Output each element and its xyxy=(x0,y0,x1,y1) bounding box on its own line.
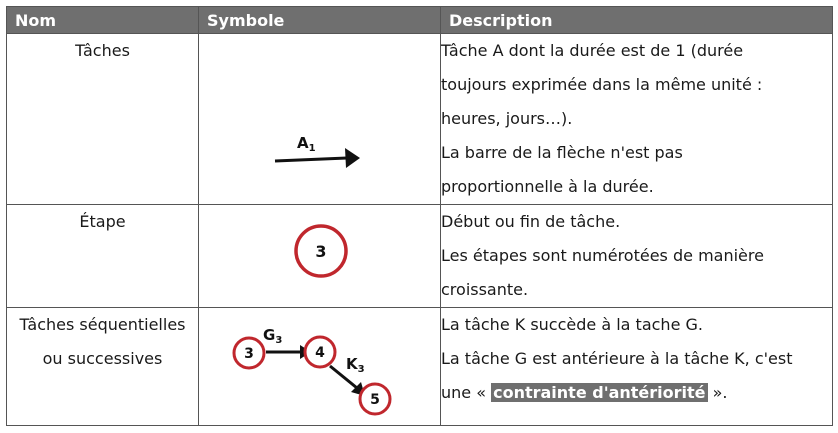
task-arrow-head xyxy=(345,148,360,168)
task-g-label: $G_3$ xyxy=(263,326,283,346)
desc-line-highlight xyxy=(441,376,832,410)
desc-line: croissante. xyxy=(441,280,529,299)
desc-line: La barre de la flèche n'est pas xyxy=(441,143,683,162)
row-taches-nom xyxy=(7,34,199,205)
row-taches-symbol xyxy=(199,34,441,205)
step-node-number: 3 xyxy=(315,242,327,261)
desc-line: Début ou fin de tâche. xyxy=(441,212,621,231)
desc-line: toujours exprimée dans la même unité : xyxy=(441,75,763,94)
row-taches-label: Tâches xyxy=(75,41,130,60)
row-etape xyxy=(7,205,833,308)
row-sequentielles-label-2: ou successives xyxy=(42,349,163,368)
sequence-diagram xyxy=(199,308,441,424)
desc-line: proportionnelle à la durée. xyxy=(441,177,654,196)
header-symbole: Symbole xyxy=(199,7,441,34)
node-5-number: 5 xyxy=(370,392,380,408)
row-sequentielles xyxy=(7,308,833,426)
task-k-label: $K_3$ xyxy=(346,355,365,375)
task-arrow-line xyxy=(275,158,347,161)
desc-prefix: une « xyxy=(441,383,492,402)
desc-line: Tâche A dont la durée est de 1 (durée xyxy=(441,41,744,60)
header-row xyxy=(7,7,833,34)
desc-suffix: ». xyxy=(707,383,728,402)
row-etape-label: Étape xyxy=(79,212,126,231)
row-sequentielles-description xyxy=(441,308,833,426)
header-description: Description xyxy=(441,7,833,34)
header-nom: Nom xyxy=(7,7,199,34)
row-taches xyxy=(7,34,833,205)
node-4-number: 4 xyxy=(315,345,325,361)
task-legend-table xyxy=(6,6,833,426)
row-taches-description xyxy=(441,34,833,205)
row-etape-nom xyxy=(7,205,199,308)
desc-line: Les étapes sont numérotées de manière xyxy=(441,246,764,265)
task-arrow-label: $A_1$ xyxy=(297,134,316,154)
step-node-symbol xyxy=(199,205,441,305)
desc-line: La tâche K succède à la tache G. xyxy=(441,315,703,334)
desc-line: heures, jours…). xyxy=(441,109,573,128)
highlighted-term: contrainte d'antériorité xyxy=(493,383,706,402)
row-sequentielles-label-1: Tâches séquentielles xyxy=(19,315,186,334)
task-arrow-symbol xyxy=(199,34,441,202)
row-sequentielles-symbol xyxy=(199,308,441,426)
row-sequentielles-nom xyxy=(7,308,199,426)
node-3-number: 3 xyxy=(244,346,254,362)
row-etape-description xyxy=(441,205,833,308)
desc-line: La tâche G est antérieure à la tâche K, c'est xyxy=(441,349,793,368)
row-etape-symbol xyxy=(199,205,441,308)
